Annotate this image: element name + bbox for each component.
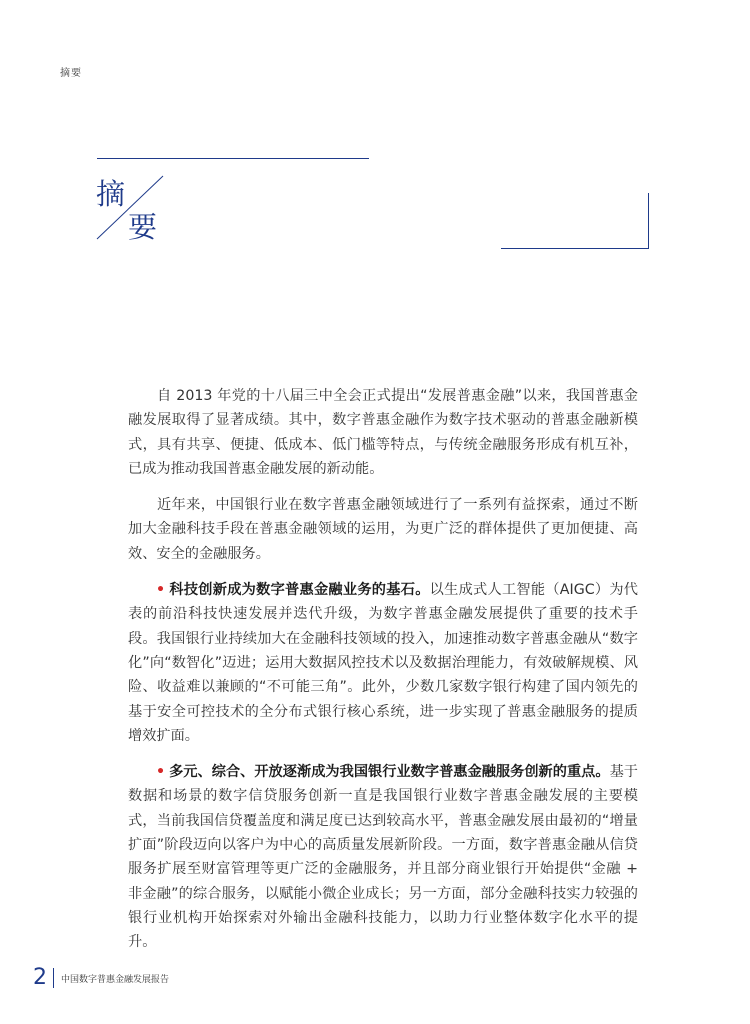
bullet-item-tech bbox=[128, 578, 638, 748]
corner-bracket-vertical bbox=[648, 193, 649, 248]
bullet-lead: 多元、综合、开放逐渐成为我国银行业数字普惠金融服务创新的重点。 bbox=[169, 764, 610, 781]
report-title: 中国数字普惠金融发展报告 bbox=[61, 974, 170, 985]
bullet-text: 基于数据和场景的数字信贷服务创新一直是我国银行业数字普惠金融发展的主要模式，当前我国信贷覆盖度和满足度已达到较高水平，普惠金融发展由最初的“增量扩面”阶段迈向以客户为中心的高质量发展新阶段。一方面，数字普惠金融从信贷服务扩展至财富管理等更广泛的金融服务，并且部分商业银行开始提供“金融 + 非金融”的综合服务，以赋能小微企业成长；另一方面，部分金融科技实力较强的银行业机构开始探索对外输出金融科技能力，以助力行业整体数字化水平的提升。 bbox=[128, 764, 638, 951]
title-top-rule bbox=[97, 158, 369, 159]
footer-divider bbox=[53, 968, 54, 988]
summary-body bbox=[128, 384, 638, 967]
bullet-dot-icon: • bbox=[156, 764, 166, 781]
paragraph-banking: 近年来，中国银行业在数字普惠金融领域进行了一系列有益探索，通过不断加大金融科技手段在普惠金融领域的运用，为更广泛的群体提供了更加便捷、高效、安全的金融服务。 bbox=[128, 497, 638, 562]
bullet-lead: 科技创新成为数字普惠金融业务的基石。 bbox=[169, 582, 430, 599]
page-number: 2 bbox=[33, 965, 47, 990]
bullet-item-innovation bbox=[128, 760, 638, 954]
corner-bracket-horizontal bbox=[501, 248, 649, 249]
paragraph-intro: 自 2013 年党的十八届三中全会正式提出“发展普惠金融”以来，我国普惠金融发展取得了显著成绩。其中，数字普惠金融作为数字技术驱动的普惠金融新模式，具有共享、便捷、低成本、低门槛等特点，与传统金融服务形成有机互补，已成为推动我国普惠金融发展的新动能。 bbox=[128, 388, 638, 477]
bullet-dot-icon: • bbox=[156, 582, 166, 599]
page-footer bbox=[33, 966, 169, 990]
page-title-char-1: 摘 bbox=[96, 177, 126, 211]
bullet-text: 以生成式人工智能（AIGC）为代表的前沿科技快速发展并迭代升级，为数字普惠金融发展提供了重要的技术手段。我国银行业持续加大在金融科技领域的投入，加速推动数字普惠金融从“数字化”向“数智化”迈进；运用大数据风控技术以及数据治理能力，有效破解规模、风险、收益难以兼顾的“不可能三角”。此外，少数几家数字银行构建了国内领先的基于安全可控技术的全分布式银行核心系统，进一步实现了普惠金融服务的提质增效扩面。 bbox=[128, 582, 638, 744]
page-title-char-2: 要 bbox=[128, 210, 158, 244]
running-header: 摘要 bbox=[60, 68, 82, 79]
